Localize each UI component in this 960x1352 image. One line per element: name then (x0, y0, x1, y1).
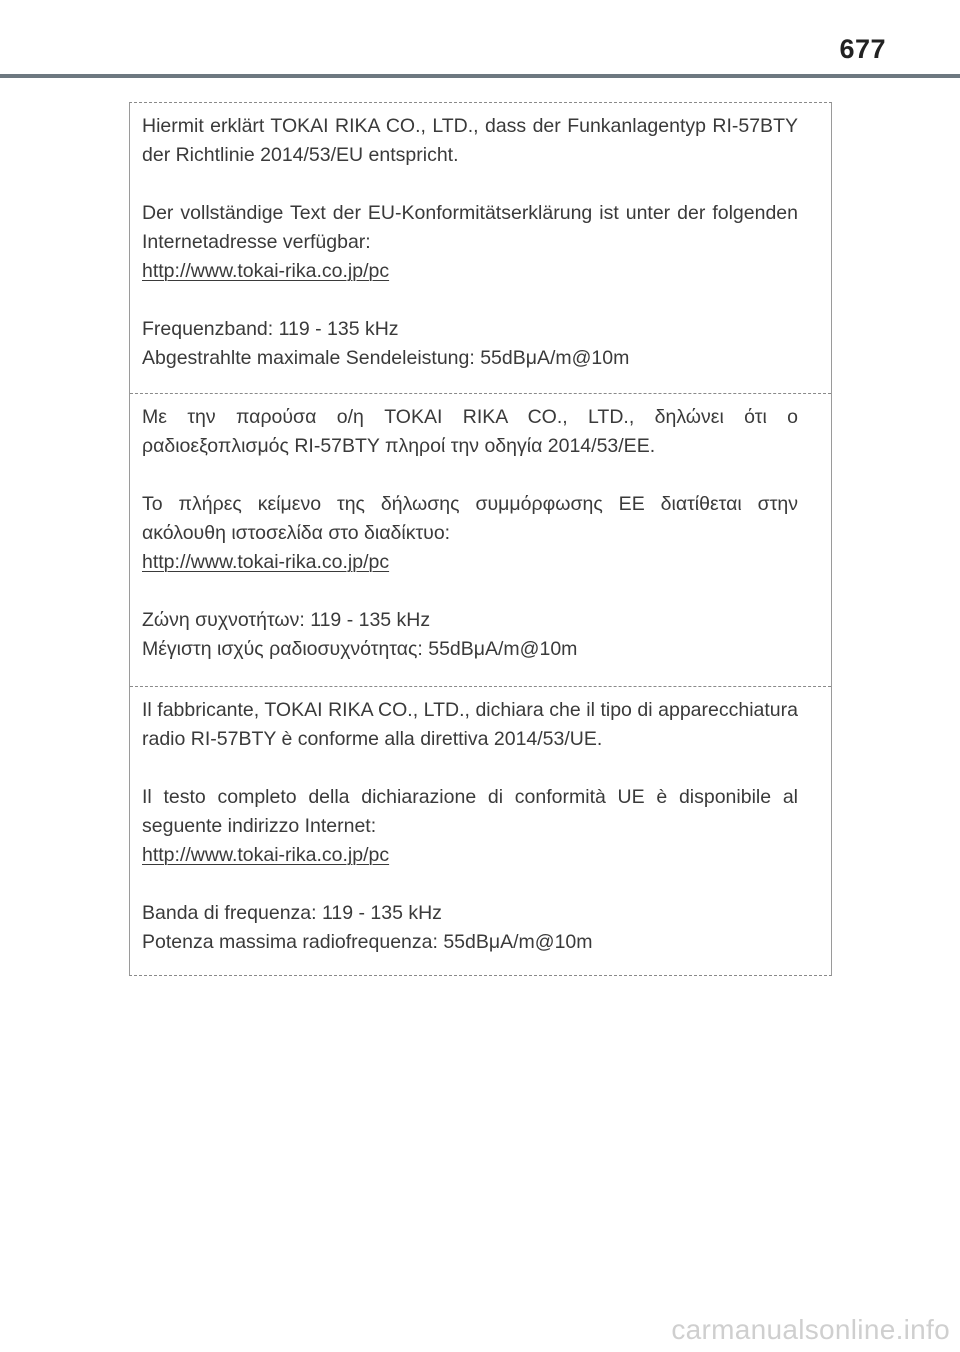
availability-text: Το πλήρες κείμενο της δήλωσης συμμόρφωσης ΕΕ διατίθεται στην ακόλουθη ιστοσελίδα στο διαδίκτυο: (142, 493, 798, 544)
conformity-url-link[interactable]: http://www.tokai-rika.co.jp/pc (142, 551, 390, 573)
section-greek (130, 393, 831, 686)
frequency-band-text: Banda di frequenza: 119 - 135 kHz (142, 902, 442, 924)
url-line (142, 841, 798, 870)
declaration-text: Il fabbricante, TOKAI RIKA CO., LTD., dichiara che il tipo di apparecchiatura radio RI-57BTY è conforme alla direttiva 2014/53/UE. (142, 699, 798, 750)
availability-text: Il testo completo della dichiarazione di conformità UE è disponibile al seguente indirizzo Internet: (142, 786, 798, 837)
page-number: 677 (839, 34, 886, 64)
url-line (142, 257, 798, 286)
conformity-url-link[interactable]: http://www.tokai-rika.co.jp/pc (142, 260, 390, 282)
declaration-text: Hiermit erklärt TOKAI RIKA CO., LTD., dass der Funkanlagentyp RI-57BTY der Richtlinie 2014/53/EU entspricht. (142, 115, 798, 166)
url-line (142, 548, 798, 577)
section-german (130, 103, 831, 393)
max-power-text: Μέγιστη ισχύς ραδιοσυχνότητας: 55dBμA/m@10m (142, 638, 578, 660)
watermark: carmanualsonline.info (671, 1314, 950, 1345)
declaration-text: Με την παρούσα ο/η TOKAI RIKA CO., LTD., δηλώνει ότι ο ραδιοεξοπλισμός RI-57BTY πληροί την οδηγία 2014/53/ΕΕ. (142, 406, 798, 457)
frequency-band-text: Frequenzband: 119 - 135 kHz (142, 318, 399, 340)
frequency-band-text: Ζώνη συχνοτήτων: 119 - 135 kHz (142, 609, 431, 631)
conformity-url-link[interactable]: http://www.tokai-rika.co.jp/pc (142, 844, 390, 866)
max-power-text: Potenza massima radiofrequenza: 55dBμA/m@10m (142, 931, 593, 953)
max-power-text: Abgestrahlte maximale Sendeleistung: 55dBμA/m@10m (142, 347, 630, 369)
availability-text: Der vollständige Text der EU-Konformitätserklärung ist unter der folgenden Internetadresse verfügbar: (142, 202, 798, 253)
section-italian (130, 686, 831, 975)
eu-conformity-notice-box (129, 102, 832, 976)
header-rule (0, 74, 960, 78)
